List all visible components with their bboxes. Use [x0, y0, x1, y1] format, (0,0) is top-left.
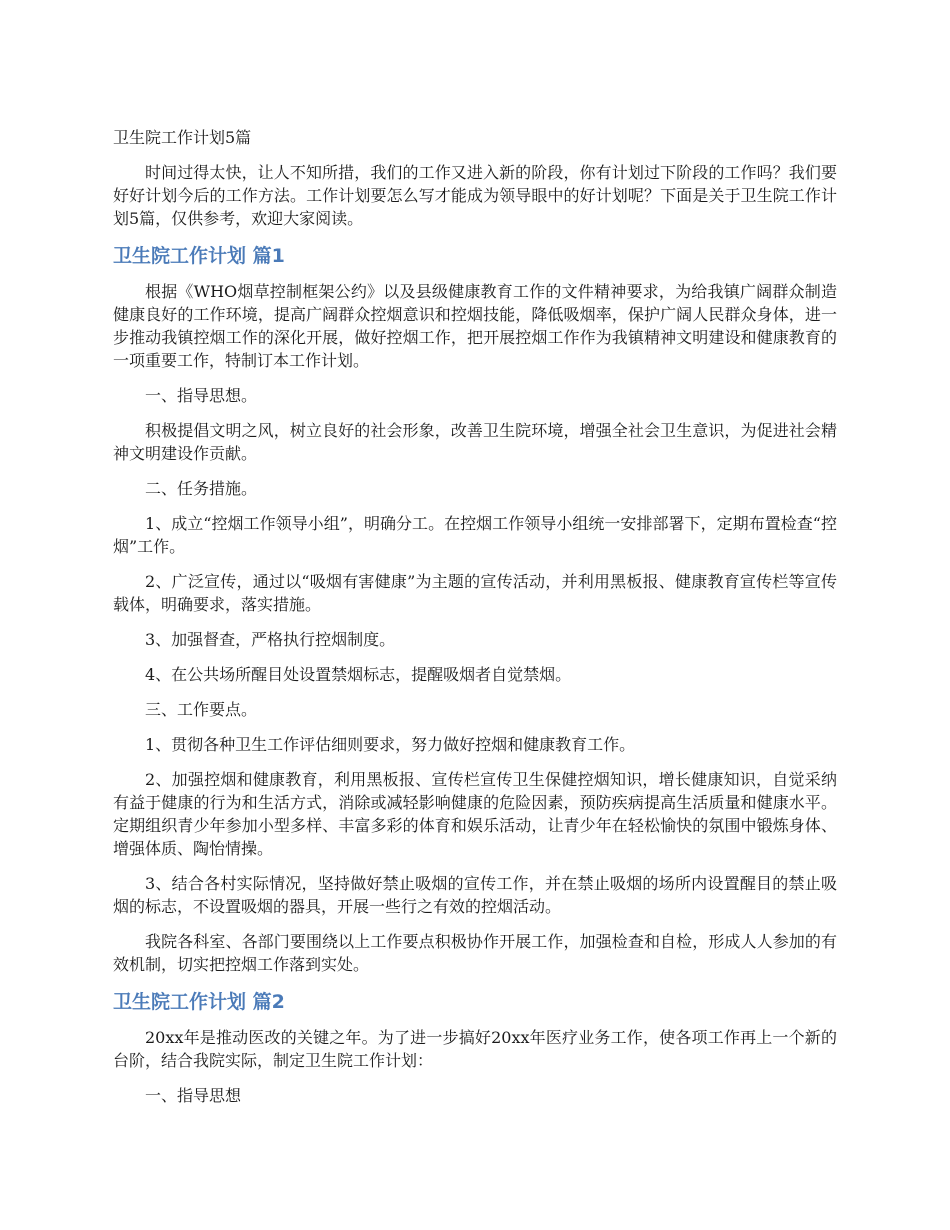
- section1-paragraph: 2、广泛宣传，通过以“吸烟有害健康”为主题的宣传活动，并利用黑板报、健康教育宣传栏等宣传载体，明确要求，落实措施。: [113, 572, 837, 614]
- section1-paragraph: 1、贯彻各种卫生工作评估细则要求，努力做好控烟和健康教育工作。: [145, 735, 636, 754]
- section1-paragraph: 积极提倡文明之风，树立良好的社会形象，改善卫生院环境，增强全社会卫生意识，为促进社会精神文明建设作贡献。: [113, 421, 837, 463]
- section-heading-2: 卫生院工作计划 篇2: [113, 991, 285, 1013]
- section1-paragraph: 2、加强控烟和健康教育，利用黑板报、宣传栏宣传卫生保健控烟知识，增长健康知识，自觉采纳有益于健康的行为和生活方式，消除或减轻影响健康的危险因素，预防疾病提高生活质量和健康水平。定期组织青少年参加小型多样、丰富多彩的体育和娱乐活动，让青少年在轻松愉快的氛围中锻炼身体、增强体质、陶怡情操。: [113, 770, 837, 858]
- document-page: [113, 126, 837, 1119]
- section1-paragraph: 三、工作要点。: [145, 700, 258, 719]
- section1-paragraph: 一、指导思想。: [145, 386, 258, 405]
- section1-paragraph: 3、加强督查，严格执行控烟制度。: [145, 630, 396, 649]
- intro-paragraph: 时间过得太快，让人不知所措，我们的工作又进入新的阶段，你有计划过下阶段的工作吗？我们要好好计划今后的工作方法。工作计划要怎么写才能成为领导眼中的好计划呢？下面是关于卫生院工作计划5篇，仅供参考，欢迎大家阅读。: [113, 163, 837, 228]
- section1-paragraph: 二、任务措施。: [145, 479, 258, 498]
- section-heading-1: 卫生院工作计划 篇1: [113, 245, 285, 267]
- section1-paragraph: 我院各科室、各部门要围绕以上工作要点积极协作开展工作，加强检查和自检，形成人人参加的有效机制，切实把控烟工作落到实处。: [113, 932, 837, 974]
- section2-paragraph: 一、指导思想: [145, 1086, 242, 1105]
- section1-paragraph: 4、在公共场所醒目处设置禁烟标志，提醒吸烟者自觉禁烟。: [145, 665, 572, 684]
- section1-paragraph: 根据《WHO烟草控制框架公约》以及县级健康教育工作的文件精神要求，为给我镇广阔群众制造健康良好的工作环境，提高广阔群众控烟意识和控烟技能，降低吸烟率，保护广阔人民群众身体，进一步推动我镇控烟工作的深化开展，做好控烟工作，把开展控烟工作作为我镇精神文明建设和健康教育的一项重要工作，特制订本工作计划。: [113, 282, 837, 370]
- document-title: 卫生院工作计划5篇: [113, 128, 252, 147]
- section1-paragraph: 1、成立“控烟工作领导小组”，明确分工。在控烟工作领导小组统一安排部署下，定期布置检查“控烟”工作。: [113, 514, 837, 556]
- section2-paragraph: 20xx年是推动医改的关键之年。为了进一步搞好20xx年医疗业务工作，使各项工作再上一个新的台阶，结合我院实际，制定卫生院工作计划：: [113, 1028, 837, 1070]
- section1-paragraph: 3、结合各村实际情况，坚持做好禁止吸烟的宣传工作，并在禁止吸烟的场所内设置醒目的禁止吸烟的标志，不设置吸烟的器具，开展一些行之有效的控烟活动。: [113, 874, 837, 916]
